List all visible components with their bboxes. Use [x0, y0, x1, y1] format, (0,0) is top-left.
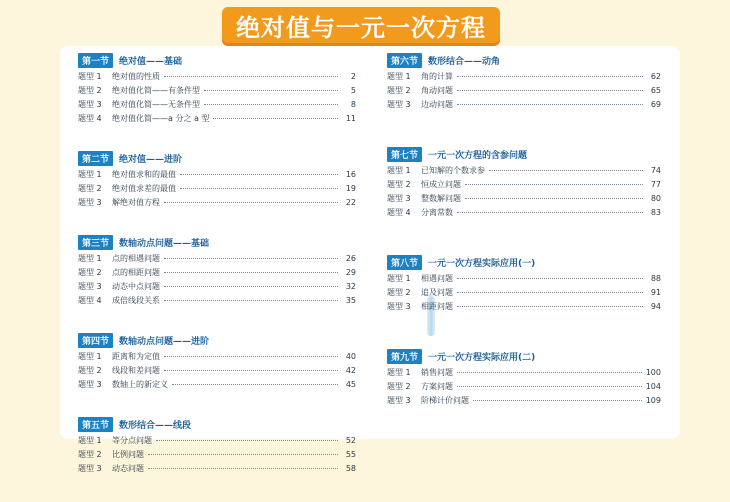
toc-entry[interactable] — [78, 365, 356, 379]
toc-panel — [60, 46, 680, 473]
dot-leader — [457, 75, 643, 77]
entry-type-label: 题型 2 — [387, 86, 411, 95]
page-number: 11 — [345, 114, 356, 123]
page-title: 绝对值与一元一次方程 — [222, 7, 500, 43]
dot-leader — [148, 467, 338, 469]
section-number-badge: 第三节 — [78, 235, 113, 250]
page-number: 2 — [350, 72, 356, 81]
page-number: 22 — [345, 198, 356, 207]
entry-type-label: 题型 1 — [78, 352, 102, 361]
entry-title: 已知解的个数求参 — [421, 166, 485, 175]
entry-type-label: 题型 3 — [387, 396, 411, 405]
toc-entry[interactable] — [78, 449, 356, 463]
entry-title: 点的相遇问题 — [112, 254, 160, 263]
entry-title: 绝对值化简——a 分之 a 型 — [112, 114, 210, 123]
entry-title: 恒成立问题 — [421, 180, 461, 189]
toc-section — [387, 148, 661, 221]
page-number: 52 — [345, 436, 356, 445]
section-title: 数轴动点问题——进阶 — [119, 337, 210, 347]
section-number-badge: 第六节 — [387, 53, 422, 68]
page-number: 104 — [645, 382, 661, 391]
dot-leader — [164, 355, 338, 357]
toc-entry[interactable] — [387, 395, 661, 409]
entry-title: 相距问题 — [421, 302, 453, 311]
page-number: 69 — [650, 100, 661, 109]
toc-entry[interactable] — [78, 435, 356, 449]
entry-title: 动态中点问题 — [112, 282, 160, 291]
entry-type-label: 题型 1 — [387, 274, 411, 283]
toc-entry[interactable] — [387, 165, 661, 179]
entry-title: 绝对值化简——无条件型 — [112, 100, 200, 109]
page-number: 40 — [345, 352, 356, 361]
page-number: 8 — [350, 100, 356, 109]
toc-entry[interactable] — [78, 295, 356, 309]
entry-title: 绝对值求和的最值 — [112, 170, 176, 179]
page-number: 45 — [345, 380, 356, 389]
entry-title: 边动问题 — [421, 100, 453, 109]
dot-leader — [180, 173, 338, 175]
entry-title: 距离和为定值 — [112, 352, 160, 361]
entry-type-label: 题型 3 — [387, 302, 411, 311]
section-number-badge: 第二节 — [78, 151, 113, 166]
toc-entry[interactable] — [387, 301, 661, 315]
entry-title: 点的相距问题 — [112, 268, 160, 277]
entry-title: 销售问题 — [421, 368, 453, 377]
page-number: 32 — [345, 282, 356, 291]
toc-entry[interactable] — [78, 113, 356, 127]
section-header — [387, 148, 661, 161]
entry-title: 等分点问题 — [112, 436, 152, 445]
toc-entry[interactable] — [78, 169, 356, 183]
section-number-badge: 第八节 — [387, 255, 422, 270]
dot-leader — [213, 117, 338, 119]
page-number: 42 — [345, 366, 356, 375]
page-number: 19 — [345, 184, 356, 193]
section-header — [387, 54, 661, 67]
toc-entry[interactable] — [387, 207, 661, 221]
entry-type-label: 题型 2 — [78, 268, 102, 277]
entry-type-label: 题型 3 — [387, 194, 411, 203]
toc-entry[interactable] — [387, 85, 661, 99]
section-title: 绝对值——进阶 — [119, 155, 183, 165]
page-number: 65 — [650, 86, 661, 95]
dot-leader — [457, 291, 643, 293]
section-number-badge: 第五节 — [78, 417, 113, 432]
toc-section — [78, 152, 356, 211]
page-number: 91 — [650, 288, 661, 297]
section-number-badge: 第七节 — [387, 147, 422, 162]
toc-entry[interactable] — [78, 379, 356, 393]
entry-title: 解绝对值方程 — [112, 198, 160, 207]
page-number: 58 — [345, 464, 356, 473]
entry-title: 绝对值化简——有条件型 — [112, 86, 200, 95]
page-number: 100 — [645, 368, 661, 377]
section-title: 数形结合——动角 — [428, 57, 501, 67]
page-number: 94 — [650, 302, 661, 311]
section-number-badge: 第四节 — [78, 333, 113, 348]
toc-entry[interactable] — [78, 351, 356, 365]
toc-entry[interactable] — [387, 179, 661, 193]
entry-title: 动态问题 — [112, 464, 144, 473]
page-number: 80 — [650, 194, 661, 203]
entry-title: 追及问题 — [421, 288, 453, 297]
entry-title: 绝对值的性质 — [112, 72, 160, 81]
entry-type-label: 题型 1 — [78, 436, 102, 445]
dot-leader — [164, 271, 338, 273]
entry-type-label: 题型 3 — [78, 100, 102, 109]
section-header — [78, 334, 356, 347]
toc-section — [78, 418, 356, 477]
section-number-badge: 第九节 — [387, 349, 422, 364]
entry-title: 阶梯计价问题 — [421, 396, 469, 405]
page-number: 35 — [345, 296, 356, 305]
dot-leader — [164, 257, 338, 259]
dot-leader — [164, 299, 338, 301]
entry-type-label: 题型 2 — [78, 366, 102, 375]
entry-type-label: 题型 2 — [78, 86, 102, 95]
entry-type-label: 题型 3 — [78, 282, 102, 291]
entry-type-label: 题型 1 — [387, 72, 411, 81]
entry-type-label: 题型 1 — [387, 166, 411, 175]
dot-leader — [489, 169, 643, 171]
toc-entry[interactable] — [78, 253, 356, 267]
toc-entry[interactable] — [387, 367, 661, 381]
entry-type-label: 题型 3 — [78, 464, 102, 473]
page-number: 74 — [650, 166, 661, 175]
dot-leader — [204, 89, 338, 91]
toc-section — [387, 350, 661, 409]
page-number: 88 — [650, 274, 661, 283]
entry-title: 线段和差问题 — [112, 366, 160, 375]
entry-title: 成倍线段关系 — [112, 296, 160, 305]
section-number-badge: 第一节 — [78, 53, 113, 68]
page-number: 55 — [345, 450, 356, 459]
entry-type-label: 题型 3 — [78, 380, 102, 389]
toc-right-column — [387, 54, 661, 444]
section-title: 一元一次方程的含参问题 — [428, 151, 528, 161]
dot-leader — [156, 439, 338, 441]
toc-entry[interactable] — [387, 287, 661, 301]
entry-type-label: 题型 2 — [387, 288, 411, 297]
toc-entry[interactable] — [78, 71, 356, 85]
entry-type-label: 题型 1 — [78, 254, 102, 263]
toc-entry[interactable] — [387, 99, 661, 113]
dot-leader — [148, 453, 338, 455]
toc-section — [78, 54, 356, 127]
dot-leader — [465, 183, 643, 185]
section-title: 绝对值——基础 — [119, 57, 183, 67]
page-number: 83 — [650, 208, 661, 217]
section-title: 一元一次方程实际应用(一) — [428, 259, 536, 269]
dot-leader — [457, 371, 642, 373]
dot-leader — [457, 385, 642, 387]
entry-title: 绝对值求差的最值 — [112, 184, 176, 193]
page-number: 5 — [350, 86, 356, 95]
entry-title: 分离常数 — [421, 208, 453, 217]
toc-entry[interactable] — [78, 267, 356, 281]
entry-type-label: 题型 2 — [387, 180, 411, 189]
section-title: 数形结合——线段 — [119, 421, 192, 431]
section-header — [78, 152, 356, 165]
page-number: 16 — [345, 170, 356, 179]
section-title: 一元一次方程实际应用(二) — [428, 353, 536, 363]
page-number: 29 — [345, 268, 356, 277]
toc-entry[interactable] — [387, 193, 661, 207]
section-header — [387, 350, 661, 363]
toc-left-column — [78, 54, 356, 502]
dot-leader — [164, 369, 338, 371]
dot-leader — [164, 75, 338, 77]
entry-type-label: 题型 3 — [387, 100, 411, 109]
page-number: 26 — [345, 254, 356, 263]
dot-leader — [164, 285, 338, 287]
toc-entry[interactable] — [387, 381, 661, 395]
page-number: 62 — [650, 72, 661, 81]
dot-leader — [457, 211, 643, 213]
toc-entry[interactable] — [78, 99, 356, 113]
entry-title: 方案问题 — [421, 382, 453, 391]
toc-entry[interactable] — [78, 85, 356, 99]
entry-type-label: 题型 4 — [387, 208, 411, 217]
dot-leader — [457, 277, 643, 279]
entry-title: 角的计算 — [421, 72, 453, 81]
page-number: 77 — [650, 180, 661, 189]
entry-title: 角动问题 — [421, 86, 453, 95]
entry-type-label: 题型 2 — [387, 382, 411, 391]
entry-type-label: 题型 2 — [78, 184, 102, 193]
toc-entry[interactable] — [78, 183, 356, 197]
dot-leader — [457, 89, 643, 91]
dot-leader — [180, 187, 338, 189]
section-header — [387, 256, 661, 269]
toc-section — [78, 334, 356, 393]
entry-type-label: 题型 2 — [78, 450, 102, 459]
dot-leader — [457, 103, 643, 105]
section-header — [78, 54, 356, 67]
toc-section — [387, 256, 661, 315]
entry-title: 相遇问题 — [421, 274, 453, 283]
entry-type-label: 题型 1 — [78, 72, 102, 81]
toc-entry[interactable] — [78, 197, 356, 211]
page-number: 109 — [645, 396, 661, 405]
section-header — [78, 418, 356, 431]
entry-title: 整数解问题 — [421, 194, 461, 203]
dot-leader — [172, 383, 338, 385]
dot-leader — [473, 399, 642, 401]
toc-entry[interactable] — [387, 273, 661, 287]
entry-type-label: 题型 4 — [78, 296, 102, 305]
dot-leader — [204, 103, 338, 105]
toc-section — [78, 236, 356, 309]
entry-type-label: 题型 4 — [78, 114, 102, 123]
dot-leader — [164, 201, 338, 203]
toc-entry[interactable] — [387, 71, 661, 85]
dot-leader — [465, 197, 643, 199]
entry-type-label: 题型 1 — [78, 170, 102, 179]
entry-title: 比例问题 — [112, 450, 144, 459]
toc-section — [387, 54, 661, 113]
section-header — [78, 236, 356, 249]
entry-type-label: 题型 1 — [387, 368, 411, 377]
entry-title: 数轴上的新定义 — [112, 380, 168, 389]
entry-type-label: 题型 3 — [78, 198, 102, 207]
toc-entry[interactable] — [78, 463, 356, 477]
section-title: 数轴动点问题——基础 — [119, 239, 210, 249]
dot-leader — [457, 305, 643, 307]
toc-entry[interactable] — [78, 281, 356, 295]
